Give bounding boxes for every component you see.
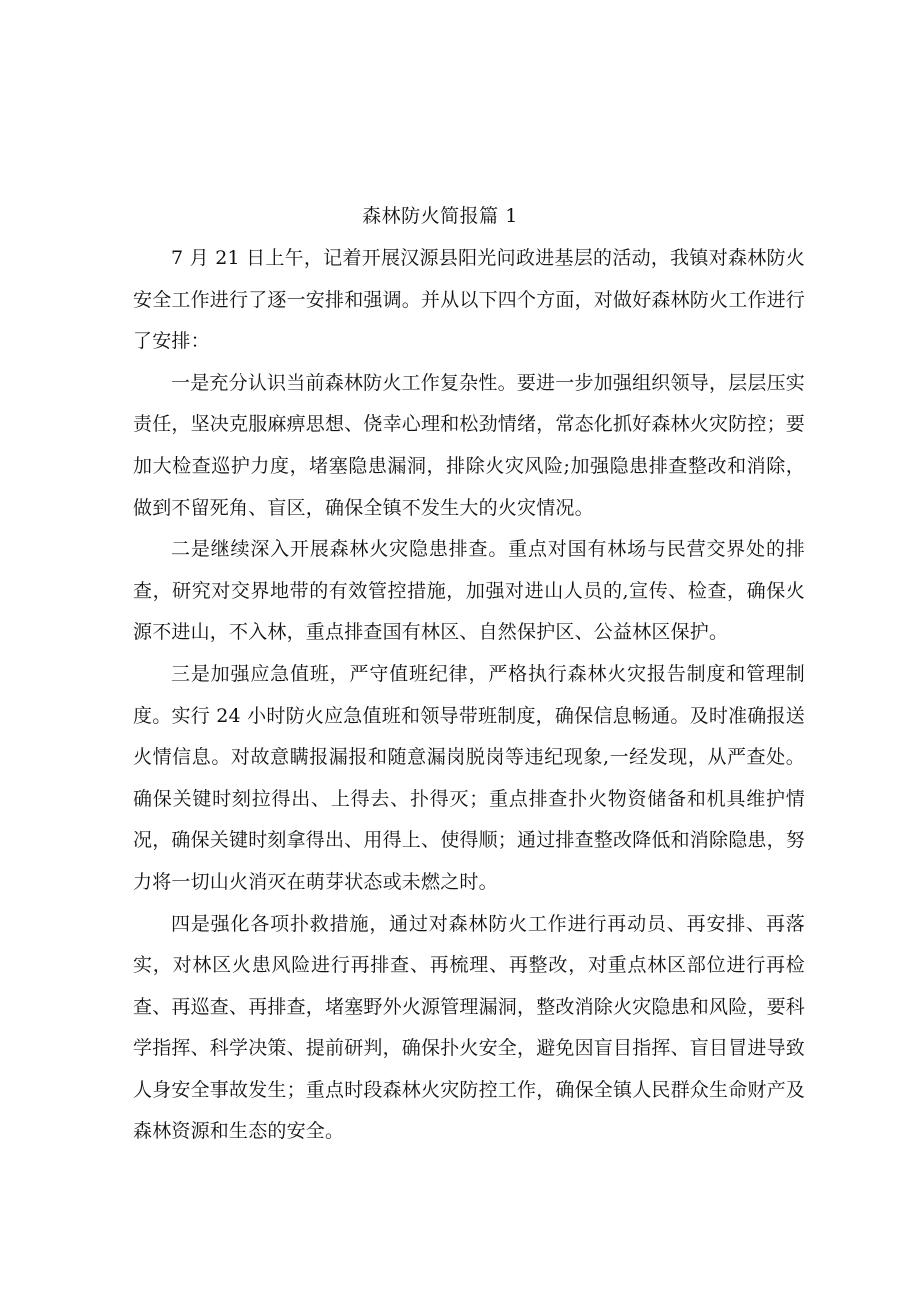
- paragraph-intro: 7 月 21 日上午，记着开展汉源县阳光问政进基层的活动，我镇对森林防火安全工作进行了逐一安排和强调。并从以下四个方面，对做好森林防火工作进行了安排：: [133, 247, 806, 353]
- document-title: 森林防火简报篇 1: [362, 205, 518, 227]
- paragraph-point-three: 三是加强应急值班，严守值班纪律，严格执行森林火灾报告制度和管理制度。实行 24 小时防火应急值班和领导带班制度，确保信息畅通。及时准确报送火情信息。对故意瞒报漏报和随意漏岗脱岗等违纪现象,一经发现，从严查处。确保关键时刻拉得出、上得去、扑得灭；重点排查扑火物资储备和机具维护情况，确保关键时刻拿得出、用得上、使得顺；通过排查整改降低和消除隐患，努力将一切山火消灭在萌芽状态或未燃之时。: [133, 662, 806, 893]
- paragraph-point-two: 二是继续深入开展森林火灾隐患排查。重点对国有林场与民营交界处的排查，研究对交界地带的有效管控措施，加强对进山人员的,宣传、检查，确保火源不进山，不入林，重点排查国有林区、自然保护区、公益林区保护。: [133, 538, 805, 644]
- paragraph-point-four: 四是强化各项扑救措施，通过对森林防火工作进行再动员、再安排、再落实，对林区火患风险进行再排查、再梳理、再整改，对重点林区部位进行再检查、再巡查、再排查，堵塞野外火源管理漏洞，整改消除火灾隐患和风险，要科学指挥、科学决策、提前研判，确保扑火安全，避免因盲目指挥、盲目冒进导致人身安全事故发生；重点时段森林火灾防控工作，确保全镇人民群众生命财产及森林资源和生态的安全。: [133, 912, 806, 1143]
- paragraph-point-one: 一是充分认识当前森林防火工作复杂性。要进一步加强组织领导，层层压实责任，坚决克服麻痹思想、侥幸心理和松劲情绪，常态化抓好森林火灾防控；要加大检查巡护力度，堵塞隐患漏洞，排除火灾风险;加强隐患排查整改和消除，做到不留死角、盲区，确保全镇不发生大的火灾情况。: [133, 371, 806, 519]
- document-body: [133, 238, 805, 1153]
